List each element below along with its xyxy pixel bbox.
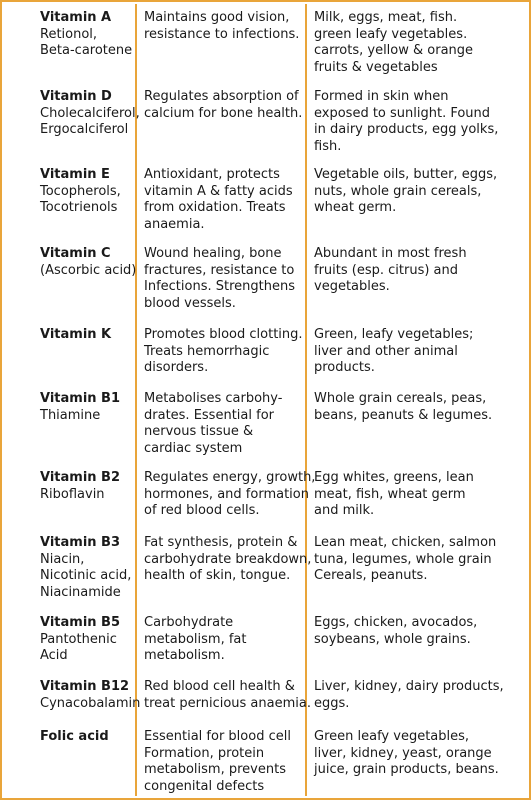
sources-cell bbox=[314, 535, 496, 585]
vitamin-name: Vitamin E bbox=[40, 167, 110, 182]
source-line: exposed to sunlight. Found bbox=[314, 105, 491, 121]
vitamin-name: Vitamin B3 bbox=[40, 535, 121, 550]
function-line: Carbohydrate bbox=[144, 615, 234, 630]
vitamin-name: Folic acid bbox=[40, 729, 109, 744]
function-line: Antioxidant, protects bbox=[144, 167, 280, 182]
function-cell bbox=[144, 327, 303, 377]
function-cell bbox=[144, 391, 282, 457]
vitamin-cell bbox=[40, 327, 111, 344]
source-line: fish. bbox=[314, 138, 342, 154]
function-cell bbox=[144, 167, 293, 233]
function-line: Regulates energy, growth, bbox=[144, 470, 316, 485]
sources-cell bbox=[314, 615, 477, 648]
sources-cell bbox=[314, 391, 492, 424]
vitamin-cell bbox=[40, 89, 140, 139]
vitamin-name: Vitamin A bbox=[40, 10, 112, 25]
source-line: products. bbox=[314, 360, 375, 375]
function-line: Regulates absorption of bbox=[144, 89, 299, 104]
source-line: Eggs, chicken, avocados, bbox=[314, 615, 478, 630]
vitamin-alias: Cynacobalamin bbox=[40, 695, 141, 711]
source-line: Formed in skin when bbox=[314, 89, 449, 104]
source-line: Cereals, peanuts. bbox=[314, 568, 428, 583]
source-line: tuna, legumes, whole grain bbox=[314, 551, 492, 567]
function-cell bbox=[144, 470, 315, 520]
vitamin-cell bbox=[40, 535, 131, 601]
function-line: treat pernicious anaemia. bbox=[144, 695, 311, 711]
function-line: resistance to infections. bbox=[144, 26, 300, 42]
vitamin-cell bbox=[40, 167, 121, 217]
vitamin-cell bbox=[40, 679, 140, 712]
vitamin-name: Vitamin B12 bbox=[40, 679, 130, 694]
function-cell bbox=[144, 89, 302, 122]
function-line: anaemia. bbox=[144, 216, 205, 232]
function-line: Wound healing, bone bbox=[144, 246, 282, 261]
vitamin-alias: Cholecalciferol, bbox=[40, 105, 140, 121]
vitamin-name: Vitamin B1 bbox=[40, 391, 121, 406]
vitamin-alias: Niacin, bbox=[40, 551, 85, 567]
function-cell bbox=[144, 615, 247, 665]
sources-cell bbox=[314, 246, 467, 296]
vitamin-alias: Tocopherols, bbox=[40, 183, 121, 199]
source-line: nuts, whole grain cereals, bbox=[314, 183, 482, 199]
sources-cell bbox=[314, 167, 497, 217]
source-line: Vegetable oils, butter, eggs, bbox=[314, 167, 498, 182]
function-line: Red blood cell health & bbox=[144, 679, 295, 694]
function-line: Maintains good vision, bbox=[144, 10, 290, 25]
vitamin-cell bbox=[40, 470, 120, 503]
vitamin-name: Vitamin B2 bbox=[40, 470, 121, 485]
function-line: nervous tissue & bbox=[144, 424, 254, 439]
vitamin-alias: Nicotinic acid, bbox=[40, 568, 132, 583]
vitamin-alias: Thiamine bbox=[40, 407, 101, 423]
function-line: of red blood cells. bbox=[144, 503, 260, 518]
vitamin-alias: Retionol, bbox=[40, 26, 98, 42]
function-cell bbox=[144, 535, 311, 585]
function-line: Fat synthesis, protein & bbox=[144, 535, 298, 550]
source-line: Egg whites, greens, lean bbox=[314, 470, 474, 485]
function-line: Formation, protein bbox=[144, 745, 265, 761]
vitamin-alias: Tocotrienols bbox=[40, 200, 118, 215]
source-line: vegetables. bbox=[314, 279, 390, 294]
source-line: Abundant in most fresh bbox=[314, 246, 467, 261]
source-line: carrots, yellow & orange bbox=[314, 43, 474, 58]
vitamin-alias: (Ascorbic acid) bbox=[40, 262, 137, 278]
function-line: metabolism, fat bbox=[144, 631, 247, 647]
sources-cell bbox=[314, 729, 499, 779]
sources-cell bbox=[314, 89, 498, 155]
function-line: carbohydrate breakdown, bbox=[144, 551, 312, 567]
vitamin-name: Vitamin B5 bbox=[40, 615, 121, 630]
vitamin-cell bbox=[40, 10, 132, 60]
function-line: calcium for bone health. bbox=[144, 105, 303, 121]
function-line: Infections. Strengthens bbox=[144, 279, 295, 294]
source-line: juice, grain products, beans. bbox=[314, 762, 499, 777]
vitamin-alias: Niacinamide bbox=[40, 584, 121, 600]
function-line: congenital defects bbox=[144, 778, 265, 794]
vitamin-alias: Acid bbox=[40, 648, 68, 663]
vitamin-alias: Pantothenic bbox=[40, 631, 117, 647]
vitamin-name: Vitamin K bbox=[40, 327, 112, 342]
function-cell bbox=[144, 10, 299, 43]
function-line: health of skin, tongue. bbox=[144, 568, 291, 583]
source-line: liver and other animal bbox=[314, 343, 458, 359]
function-line: metabolism, prevents bbox=[144, 762, 286, 777]
vitamin-cell bbox=[40, 246, 136, 279]
vitamin-alias: Ergocalciferol bbox=[40, 122, 129, 137]
source-line: Lean meat, chicken, salmon bbox=[314, 535, 497, 550]
source-line: green leafy vegetables. bbox=[314, 26, 468, 42]
function-cell bbox=[144, 729, 291, 795]
function-line: vitamin A & fatty acids bbox=[144, 183, 293, 199]
source-line: in dairy products, egg yolks, bbox=[314, 122, 499, 137]
source-line: soybeans, whole grains. bbox=[314, 631, 471, 647]
source-line: Liver, kidney, dairy products, bbox=[314, 679, 504, 694]
function-line: cardiac system bbox=[144, 440, 243, 456]
source-line: and milk. bbox=[314, 503, 375, 518]
function-line: from oxidation. Treats bbox=[144, 200, 286, 215]
source-line: wheat germ. bbox=[314, 200, 397, 215]
function-line: fractures, resistance to bbox=[144, 262, 295, 278]
source-line: meat, fish, wheat germ bbox=[314, 486, 466, 502]
sources-cell bbox=[314, 10, 473, 76]
function-line: Promotes blood clotting. bbox=[144, 327, 303, 342]
vitamin-alias: Beta-carotene bbox=[40, 43, 133, 58]
source-line: Green, leafy vegetables; bbox=[314, 327, 474, 342]
function-cell bbox=[144, 679, 311, 712]
source-line: fruits (esp. citrus) and bbox=[314, 262, 459, 278]
vitamin-name: Vitamin D bbox=[40, 89, 112, 104]
vitamin-cell bbox=[40, 391, 120, 424]
sources-cell bbox=[314, 327, 473, 377]
sources-cell bbox=[314, 470, 474, 520]
source-line: Milk, eggs, meat, fish. bbox=[314, 10, 458, 25]
source-line: Whole grain cereals, peas, bbox=[314, 391, 487, 406]
function-line: metabolism. bbox=[144, 648, 225, 663]
column-divider-2 bbox=[305, 4, 307, 796]
function-line: Essential for blood cell bbox=[144, 729, 291, 744]
function-cell bbox=[144, 246, 295, 312]
vitamin-name: Vitamin C bbox=[40, 246, 111, 261]
function-line: Treats hemorrhagic bbox=[144, 343, 270, 359]
function-line: Metabolises carbohy- bbox=[144, 391, 283, 406]
vitamin-cell bbox=[40, 615, 120, 665]
source-line: fruits & vegetables bbox=[314, 59, 438, 75]
function-line: hormones, and formation bbox=[144, 486, 309, 502]
function-line: drates. Essential for bbox=[144, 407, 274, 423]
sources-cell bbox=[314, 679, 504, 712]
function-line: blood vessels. bbox=[144, 295, 236, 311]
source-line: liver, kidney, yeast, orange bbox=[314, 745, 492, 761]
source-line: beans, peanuts & legumes. bbox=[314, 407, 493, 423]
vitamin-alias: Riboflavin bbox=[40, 486, 105, 502]
function-line: disorders. bbox=[144, 360, 209, 375]
source-line: Green leafy vegetables, bbox=[314, 729, 470, 744]
vitamin-cell bbox=[40, 729, 109, 746]
source-line: eggs. bbox=[314, 695, 350, 711]
